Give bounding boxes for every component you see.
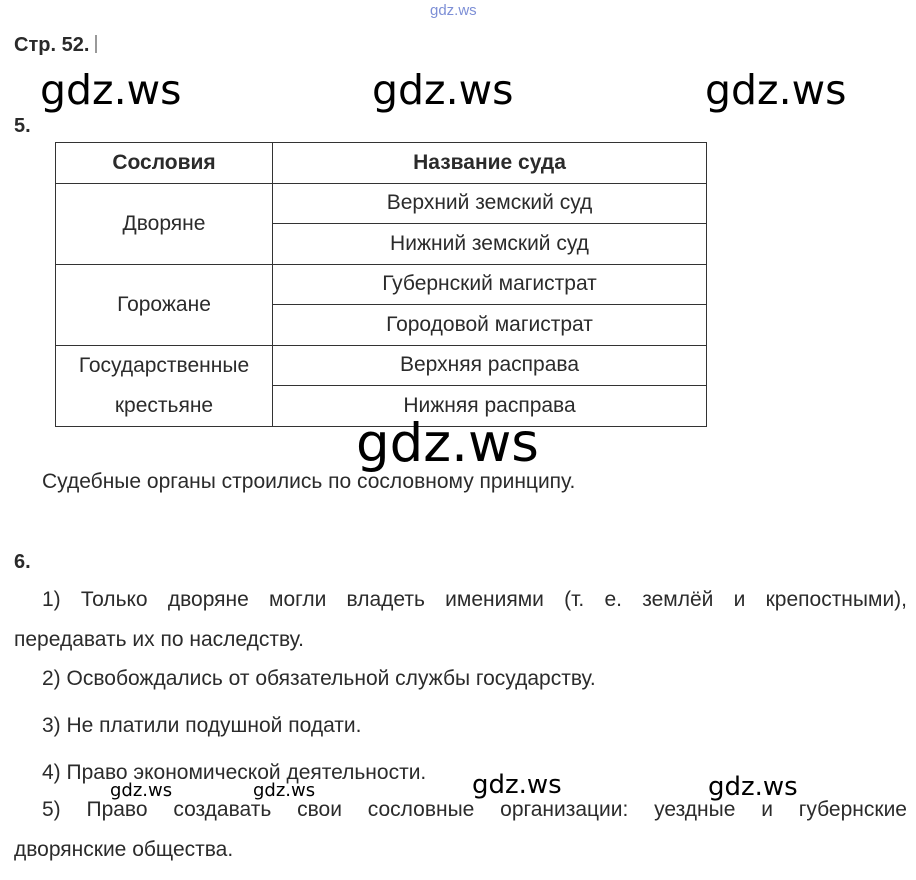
estate-cell: Горожане [56, 264, 273, 345]
estate-cell [56, 345, 273, 426]
task-6-item-5 [14, 790, 907, 870]
court-cell: Верхний земский суд [273, 183, 707, 224]
watermark-top-left: gdz.ws [40, 66, 182, 114]
task-6-item-1 [14, 580, 907, 660]
estate-line: Государственные [78, 353, 250, 377]
table-row [56, 345, 707, 386]
header-estates: Сословия [56, 143, 273, 184]
court-cell: Городовой магистрат [273, 305, 707, 346]
item-line: передавать их по наследству. [14, 628, 304, 651]
item-line: 5) Право создавать свои сословные организации: уездные и губернские [42, 798, 907, 821]
task-6-item-3: 3) Не платили подушной подати. [42, 714, 362, 737]
court-cell: Нижний земский суд [273, 224, 707, 265]
item-line: дворянские общества. [14, 838, 234, 861]
court-cell: Нижняя расправа [273, 386, 707, 427]
text-cursor [95, 35, 97, 53]
watermark-small-1: gdz.ws [110, 780, 173, 801]
task-5-number: 5. [14, 115, 31, 137]
task-6-item-4: 4) Право экономической деятельности. [42, 761, 427, 784]
table-header-row [56, 143, 707, 184]
table-row [56, 264, 707, 305]
watermark-top-center: gdz.ws [372, 66, 514, 114]
watermark-center: gdz.ws [356, 413, 539, 474]
item-line: 1) Только дворяне могли владеть имениями (т. е. землёй и крепостными), [42, 588, 907, 611]
court-cell: Губернский магистрат [273, 264, 707, 305]
page-reference: Стр. 52. [14, 34, 97, 57]
estate-line: крестьяне [114, 393, 214, 417]
courts-table [55, 142, 707, 427]
watermark-small-2: gdz.ws [253, 780, 316, 801]
table-row [56, 183, 707, 224]
court-cell: Верхняя расправа [273, 345, 707, 386]
watermark-mid-right-2: gdz.ws [708, 772, 798, 802]
task-6-item-2: 2) Освобождались от обязательной службы государству. [42, 667, 596, 690]
watermark-mid-right-1: gdz.ws [472, 770, 562, 800]
estate-cell: Дворяне [56, 183, 273, 264]
watermark-top-right: gdz.ws [705, 66, 847, 114]
watermark-tiny: gdz.ws [430, 2, 477, 19]
task-6-number: 6. [14, 551, 31, 573]
task-5-conclusion: Судебные органы строились по сословному принципу. [42, 470, 576, 493]
header-court-name: Название суда [273, 143, 707, 184]
